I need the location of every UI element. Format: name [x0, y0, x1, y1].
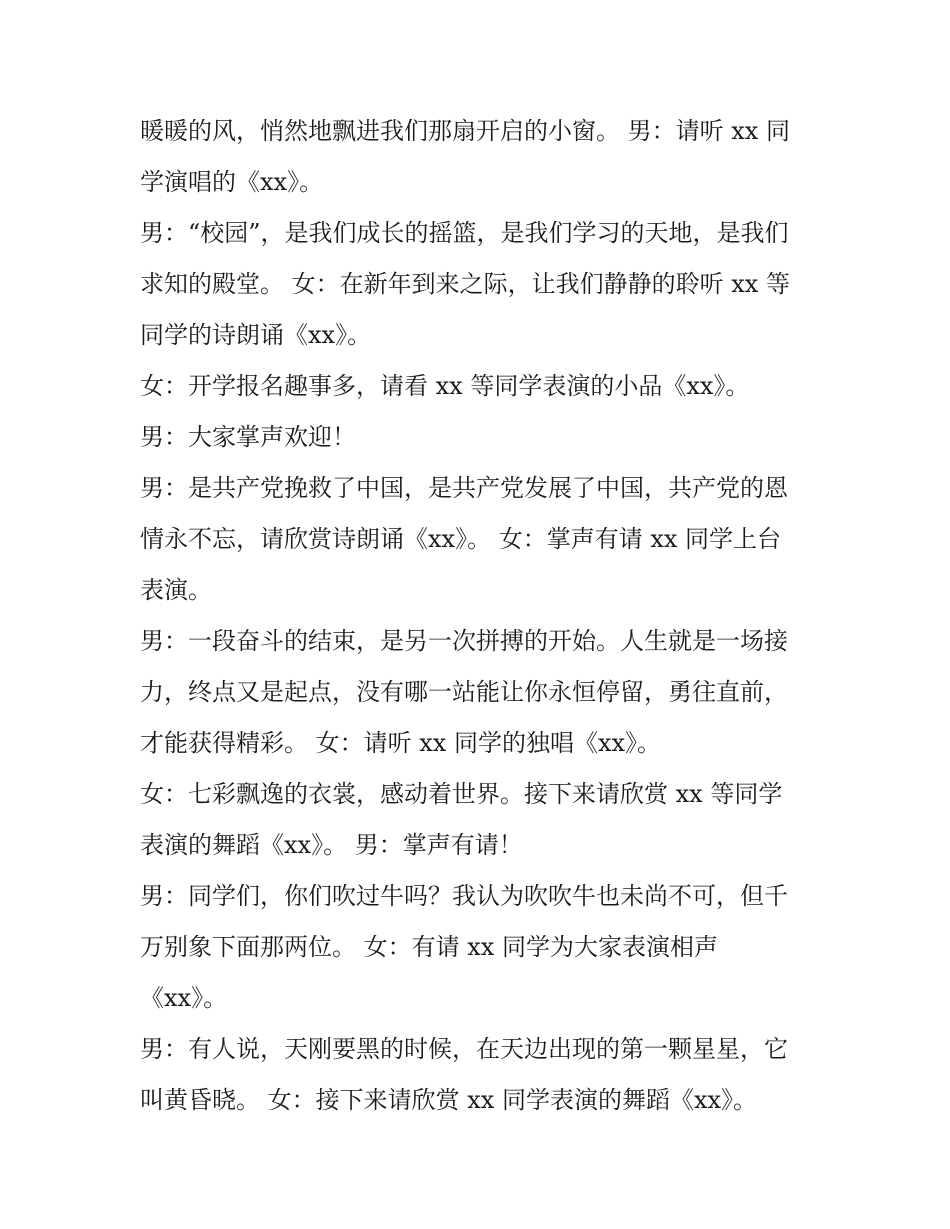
text-line-11: 男：一段奋斗的结束，是另一次拼搏的开始。人生就是一场接: [140, 627, 788, 655]
text-line-17: 万别象下面那两位。 女：有请 xx 同学为大家表演相声: [140, 933, 718, 961]
text-line-2: 学演唱的《xx》。: [140, 168, 324, 196]
document-body: [140, 106, 830, 1126]
text-line-1: 暖暖的风，悄然地飘进我们那扇开启的小窗。 男：请听 xx 同: [140, 117, 790, 145]
text-line-6: 女：开学报名趣事多，请看 xx 等同学表演的小品《xx》。: [140, 372, 750, 400]
text-line-14: 女：七彩飘逸的衣裳，感动着世界。接下来请欣赏 xx 等同学: [140, 780, 783, 808]
text-line-15: 表演的舞蹈《xx》。 男：掌声有请！: [140, 831, 523, 859]
text-line-12: 力，终点又是起点，没有哪一站能让你永恒停留，勇往直前，: [140, 678, 788, 706]
text-line-19: 男：有人说，天刚要黑的时候，在天边出现的第一颗星星，它: [140, 1035, 788, 1063]
text-line-16: 男：同学们，你们吹过牛吗？我认为吹吹牛也未尚不可，但千: [140, 882, 788, 910]
text-line-18: 《xx》。: [140, 984, 228, 1012]
text-line-5: 同学的诗朗诵《xx》。: [140, 321, 372, 349]
text-line-10: 表演。: [140, 576, 212, 604]
text-line-9: 情永不忘，请欣赏诗朗诵《xx》。 女：掌声有请 xx 同学上台: [140, 525, 782, 553]
text-line-20: 叫黄昏晓。 女：接下来请欣赏 xx 同学表演的舞蹈《xx》。: [140, 1086, 758, 1114]
text-line-8: 男：是共产党挽救了中国，是共产党发展了中国，共产党的恩: [140, 474, 788, 502]
text-line-7: 男：大家掌声欢迎！: [140, 423, 356, 451]
text-line-3: 男：“校园”，是我们成长的摇篮，是我们学习的天地，是我们: [140, 219, 789, 247]
text-line-13: 才能获得精彩。 女：请听 xx 同学的独唱《xx》。: [140, 729, 662, 757]
text-line-4: 求知的殿堂。 女：在新年到来之际，让我们静静的聆听 xx 等: [140, 270, 790, 298]
